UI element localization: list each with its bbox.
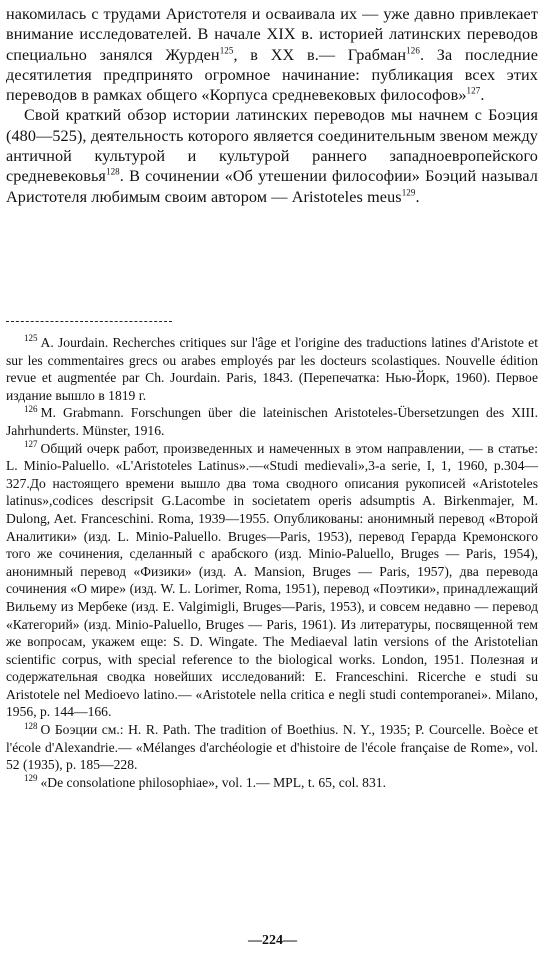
footnote-separator	[6, 321, 172, 322]
footnote-ref-126[interactable]: 126	[406, 45, 420, 56]
footnote-text: Общий очерк работ, произведенных и намеченных в этом направлении, — в статье: L. Minio-Paluello. «L'Aristoteles Latinus».—«Studi medievali»,3-a serie, I, 1, 1960, p.304—327.До настоящего времени вышло два тома сводного описания рукописей «Aristoteles latinus»,codices descripsit G.Lacombe in societatem operis adsumptis A. Birkenmajer, M. Dulong, Aet. Franceschini. Roma, 1939—1955. Опубликованы: анонимный перевод «Второй Аналитики» (изд. L. Minio-Paluello. Bruges—Paris, 1953), перевод Герарда Кремонского того же сочинения, сделанный с арабского (изд. Minio-Paluello, Bruges — Paris, 1954), анонимный перевод «Физики» (изд. A. Mansion, Bruges — Paris, 1957), два перевода сочинения «О мире» (изд. W. L. Lorimer, Roma, 1951), перевод «Поэтики», принадлежащий Вильему из Мербеке (изд. E. Valgimigli, Bruges—Paris, 1953), и совсем недавно — перевод «Категорий» (изд. Minio-Paluello, Bruges — Paris, 1961). Из литературы, посвященной тем же вопросам, укажем еще: S. D. Wingate. The Mediaeval latin versions of the Aristotelian scientific corpus, with special reference to the biological works. London, 1951. Полезная и содержательная сводка новейших исследований: E. Franceschini. Ricerche e studi su Aristotele nel Medioevo latino.— «Aristotele nella critica e negli studi contemporanei». Milano, 1956, p. 144—166.	[6, 440, 538, 720]
footnote-text: «De consolatione philosophiae», vol. 1.— MPL, t. 65, col. 831.	[40, 774, 386, 790]
footnote-128	[6, 721, 538, 774]
paragraph-1: накомилась с трудами Аристотеля и осваивала их — уже давно привлекает внимание исследователей. В начале XIX в. историей латинских переводов специально занялся Журден$^{125}$, в XX в.— Грабман$^{126}$. За последние десятилетия предпринято огромное начинание: публикация всех этих переводов в рамках общего «Корпуса средневековых философов»$^{127}$.	[6, 5, 538, 105]
footnote-127	[6, 440, 538, 722]
footnote-125	[6, 334, 538, 404]
footnote-number: 125	[24, 333, 38, 344]
footnote-ref-125[interactable]: 125	[219, 45, 234, 56]
main-text	[6, 4, 538, 207]
footnotes	[6, 334, 538, 791]
footnote-text: A. Jourdain. Recherches critiques sur l'âge et l'origine des traductions latines d'Aristote et sur les commentaires grecs ou arabes employés par les docteurs scolastiques. Nouvelle édition revue et augmentée par Ch. Jourdain. Paris, 1843. (Перепечатка: Нью-Йорк, 1960). Первое издание вышло в 1819 г.	[6, 335, 538, 403]
footnote-126	[6, 404, 538, 439]
footnote-ref-128[interactable]: 128	[105, 166, 120, 177]
footnote-number: 126	[24, 403, 38, 414]
footnote-text: M. Grabmann. Forschungen über die lateinischen Aristoteles-Übersetzungen des XIII. Jahrhunderts. Münster, 1916.	[6, 405, 538, 438]
footnote-number: 129	[24, 773, 38, 784]
footnote-129	[6, 774, 538, 792]
footnote-number: 127	[24, 439, 38, 450]
paragraph-2: Свой краткий обзор истории латинских переводов мы начнем с Боэция (480—525), деятельность которого является соединительным звеном между античной культурой и культурой раннего западноевропейского средневековья$^{128}$. В сочинении «Об утешении философии» Боэций называл Аристотеля любимым своим автором — Aristoteles meus$^{129}$.	[6, 106, 538, 206]
footnote-number: 128	[24, 720, 38, 731]
footnote-text: О Боэции см.: H. R. Path. The tradition of Boethius. N. Y., 1935; P. Courcelle. Boèce et l'école d'Alexandrie.— «Mélanges d'archéologie et d'histoire de l'école française de Rome», vol. 52 (1935), p. 185—228.	[6, 722, 538, 773]
footnote-ref-129[interactable]: 129	[401, 187, 416, 198]
page-number: —224—	[248, 933, 297, 948]
footnote-ref-127[interactable]: 127	[466, 85, 481, 96]
